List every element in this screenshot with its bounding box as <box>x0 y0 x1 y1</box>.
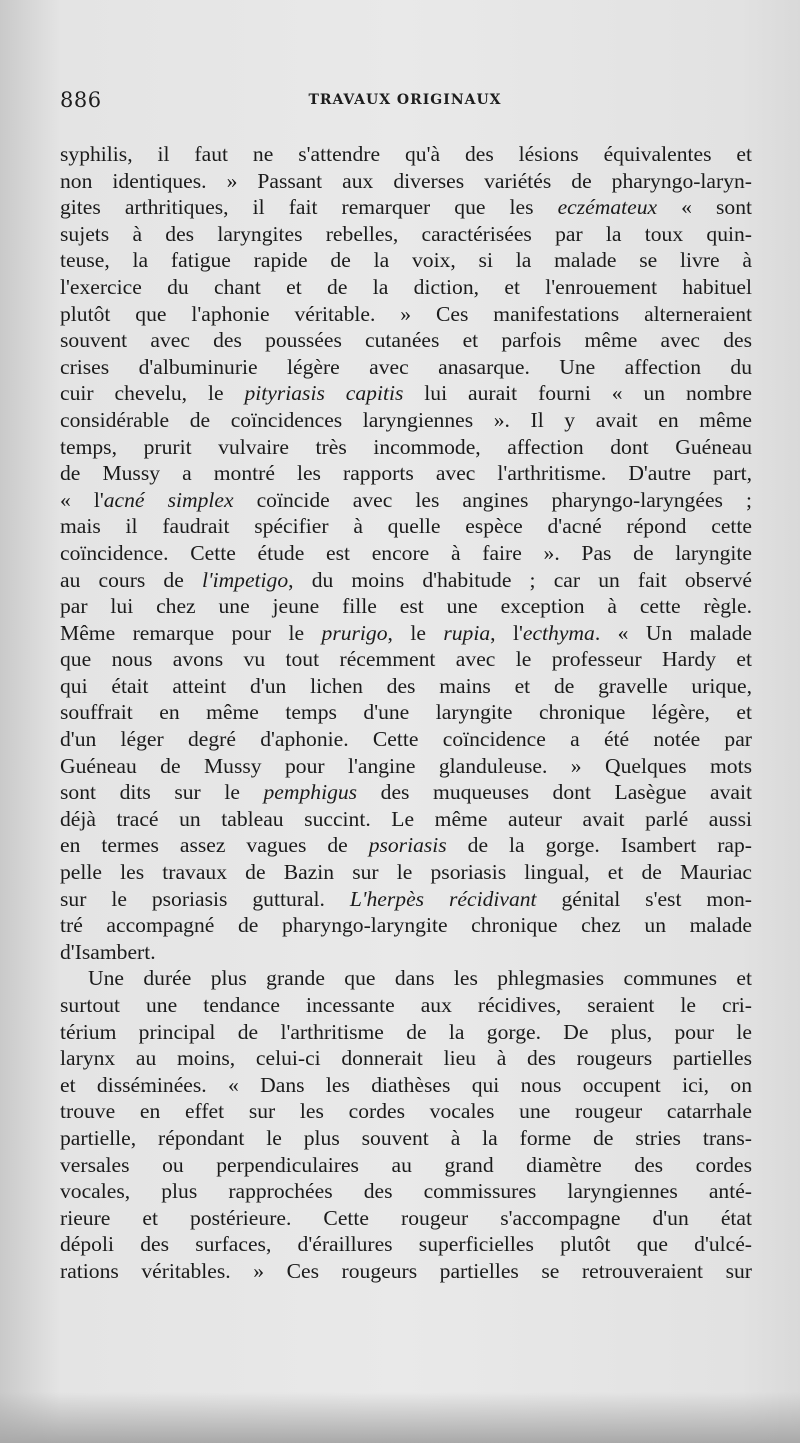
text-line <box>60 832 752 859</box>
text-line <box>60 779 752 806</box>
text-run: surtout une tendance incessante aux récidives, seraient le cri- <box>60 993 752 1017</box>
text-line <box>60 1152 752 1179</box>
text-run: « sont <box>657 195 752 220</box>
text-run: larynx au moins, celui-ci donnerait lieu à des rougeurs partielles <box>60 1046 752 1071</box>
text-line <box>60 221 752 248</box>
text-line <box>60 247 752 274</box>
italic-term: rupia <box>443 620 491 645</box>
italic-term: ecthyma <box>522 620 595 645</box>
text-run: crises d'albuminurie légère avec anasarque. Une affection du <box>60 354 752 379</box>
text-line <box>60 1072 752 1099</box>
text-line <box>60 1098 752 1125</box>
text-run: Une durée plus grande que dans les phlegmasies communes et <box>88 966 752 991</box>
text-run: d'Isambert. <box>60 939 156 964</box>
text-run: souffrait en même temps d'une laryngite chronique légère, et <box>60 700 752 725</box>
text-run: sur le psoriasis guttural. <box>60 886 350 911</box>
text-run: des muqueuses dont Lasègue avait <box>357 780 752 805</box>
text-line <box>60 1019 752 1046</box>
text-run: de Mussy a montré les rapports avec l'arthritisme. D'autre part, <box>60 461 752 486</box>
text-line <box>60 806 752 833</box>
text-run: considérable de coïncidences laryngiennes ». Il y avait en même <box>60 407 752 432</box>
italic-term: l'impetigo <box>201 567 289 592</box>
text-line <box>60 726 752 753</box>
text-run: déjà tracé un tableau succint. Le même auteur avait parlé aussi <box>60 806 752 831</box>
text-run: Même remarque pour le <box>60 620 322 645</box>
text-run: Guéneau de Mussy pour l'angine glanduleuse. » Quelques mots <box>60 753 752 778</box>
text-run: térium principal de l'arthritisme de la gorge. De plus, pour le <box>60 1019 752 1044</box>
text-run: trouve en effet sur les cordes vocales une rougeur catarrhale <box>60 1099 752 1124</box>
page-bottom-shadow <box>0 1392 800 1443</box>
text-run: , du moins d'habitude ; car un fait observé <box>288 567 752 592</box>
text-run: teuse, la fatigue rapide de la voix, si la malade se livre à <box>60 248 752 273</box>
text-run: plutôt que l'aphonie véritable. » Ces manifestations alterneraient <box>60 301 752 326</box>
text-line <box>60 593 752 620</box>
text-line <box>60 1178 752 1205</box>
text-line <box>60 301 752 328</box>
text-run: dépoli des surfaces, d'éraillures superficielles plutôt que d'ulcé- <box>60 1232 752 1257</box>
italic-term: prurigo <box>321 620 388 645</box>
page-header <box>60 88 750 118</box>
page-number: 886 <box>60 88 102 112</box>
text-line <box>60 434 752 461</box>
text-run: cuir chevelu, le <box>60 381 245 406</box>
text-run: génital s'est mon- <box>536 886 752 911</box>
text-run: partielle, répondant le plus souvent à la forme de stries trans- <box>60 1125 752 1150</box>
italic-term: pemphigus <box>263 780 358 805</box>
text-line <box>60 646 752 673</box>
text-line <box>60 460 752 487</box>
text-line <box>60 753 752 780</box>
text-run: coïncide avec les angines pharyngo-laryngées ; <box>233 487 752 512</box>
italic-term: acné simplex <box>103 487 234 512</box>
text-line <box>60 194 752 221</box>
text-run: souvent avec des poussées cutanées et parfois même avec des <box>60 328 752 353</box>
text-run: sujets à des laryngites rebelles, caractérisées par la toux quin- <box>60 221 752 246</box>
text-run: coïncidence. Cette étude est encore à faire ». Pas de laryngite <box>60 540 752 565</box>
running-head: TRAVAUX ORIGINAUX <box>308 92 502 108</box>
text-line <box>60 141 752 168</box>
italic-term: psoriasis <box>368 833 447 858</box>
text-run: et disséminées. « Dans les diathèses qui nous occupent ici, on <box>60 1072 752 1097</box>
text-run: vocales, plus rapprochées des commissures laryngiennes anté- <box>60 1179 752 1204</box>
text-line <box>60 965 752 992</box>
text-line <box>60 620 752 647</box>
text-run: par lui chez une jeune fille est une exception à cette règle. <box>60 594 752 619</box>
text-run: , le <box>387 620 444 645</box>
text-line <box>60 487 752 514</box>
text-line <box>60 407 752 434</box>
text-line <box>60 567 752 594</box>
text-run: rieure et postérieure. Cette rougeur s'accompagne d'un état <box>60 1205 752 1230</box>
text-line <box>60 859 752 886</box>
text-run: sont dits sur le <box>60 780 264 805</box>
text-run: « l' <box>60 487 104 512</box>
text-run: tré accompagné de pharyngo-laryngite chronique chez un malade <box>60 913 752 938</box>
text-line <box>60 939 752 966</box>
text-run: . « Un malade <box>594 620 752 645</box>
text-run: de la gorge. Isambert rap- <box>446 833 752 858</box>
text-line <box>60 380 752 407</box>
text-line <box>60 912 752 939</box>
text-line <box>60 354 752 381</box>
text-line <box>60 1045 752 1072</box>
text-line <box>60 1231 752 1258</box>
text-line <box>60 327 752 354</box>
text-line <box>60 1205 752 1232</box>
text-run: syphilis, il faut ne s'attendre qu'à des lésions équivalentes et <box>60 142 752 166</box>
text-line <box>60 1125 752 1152</box>
text-run: rations véritables. » Ces rougeurs partielles se retrouveraient sur <box>60 1258 752 1283</box>
text-run: d'un léger degré d'aphonie. Cette coïncidence a été notée par <box>60 727 752 752</box>
text-line <box>60 673 752 700</box>
text-run: pelle les travaux de Bazin sur le psoriasis lingual, et de Mauriac <box>60 860 752 885</box>
text-line <box>60 274 752 301</box>
text-run: , l' <box>490 620 523 645</box>
text-line <box>60 1258 752 1285</box>
text-run: versales ou perpendiculaires au grand diamètre des cordes <box>60 1152 752 1177</box>
italic-term: pityriasis capitis <box>244 381 404 406</box>
italic-term: eczémateux <box>557 195 658 220</box>
text-line <box>60 699 752 726</box>
text-line <box>60 992 752 1019</box>
text-run: que nous avons vu tout récemment avec le professeur Hardy et <box>60 647 752 672</box>
text-line <box>60 168 752 195</box>
text-run: mais il faudrait spécifier à quelle espèce d'acné répond cette <box>60 514 752 539</box>
text-line <box>60 886 752 913</box>
body-text <box>60 141 752 1285</box>
text-run: l'exercice du chant et de la diction, et l'enrouement habituel <box>60 274 752 299</box>
italic-term: L'herpès récidivant <box>349 886 537 911</box>
text-line <box>60 540 752 567</box>
text-run: qui était atteint d'un lichen des mains et de gravelle urique, <box>60 673 752 698</box>
text-run: lui aurait fourni « un nombre <box>403 381 752 406</box>
text-run: au cours de <box>60 567 202 592</box>
text-run: non identiques. » Passant aux diverses variétés de pharyngo-laryn- <box>60 168 752 193</box>
text-run: gites arthritiques, il fait remarquer que les <box>60 195 558 220</box>
text-run: temps, prurit vulvaire très incommode, affection dont Guéneau <box>60 434 752 459</box>
text-line <box>60 513 752 540</box>
text-run: en termes assez vagues de <box>60 833 369 858</box>
